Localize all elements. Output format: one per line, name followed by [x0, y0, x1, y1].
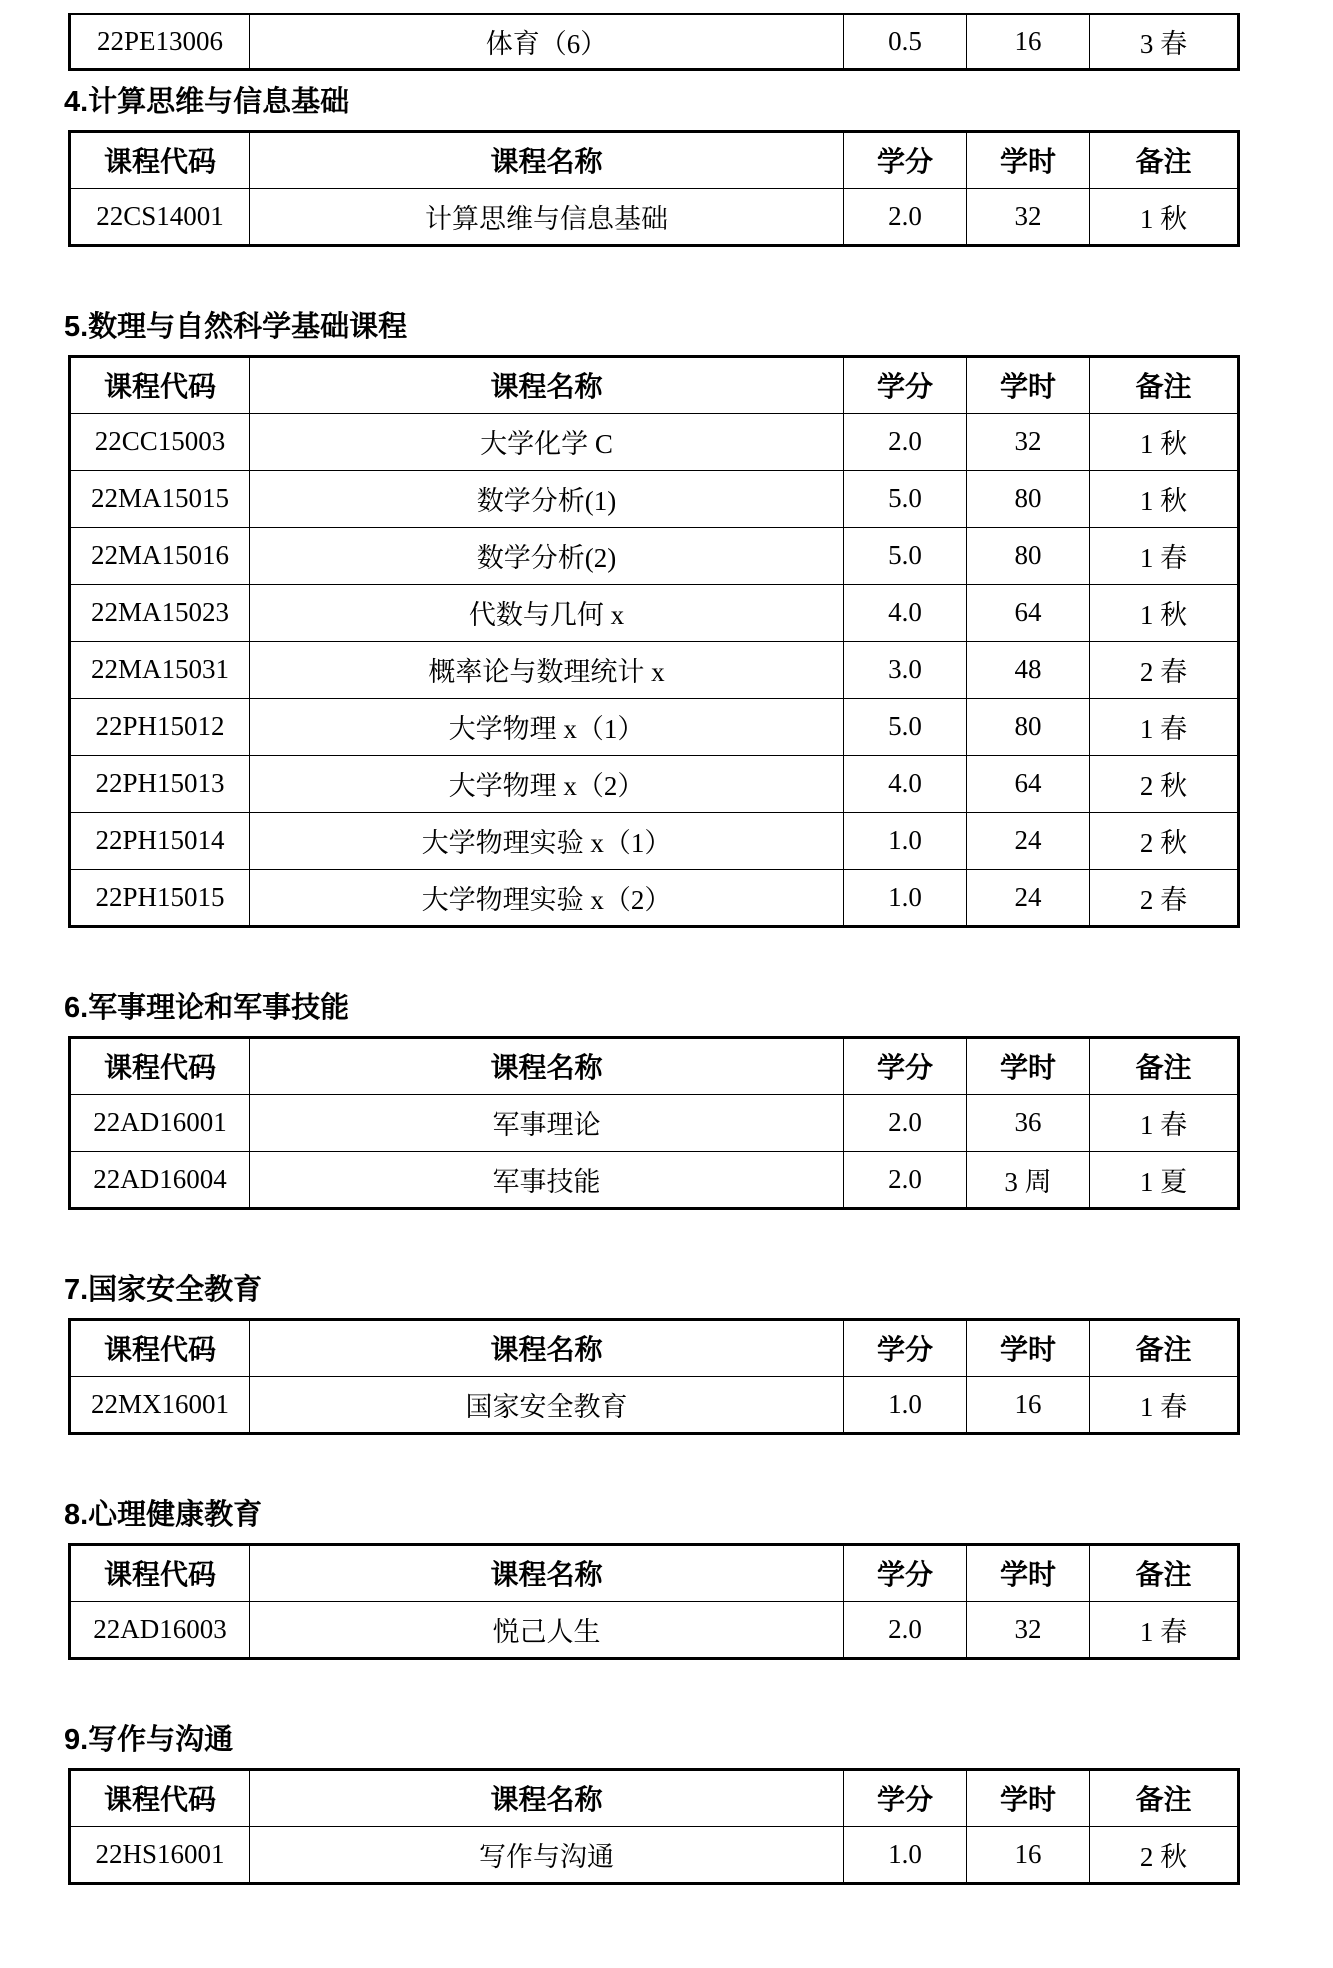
cell-credits: 5.0 [844, 698, 967, 755]
cell-remark: 2 秋 [1090, 755, 1239, 812]
course-sections [64, 85, 1237, 1885]
table-row [70, 1601, 1239, 1658]
course-table [68, 355, 1240, 928]
section-title: 4.计算思维与信息基础 [64, 85, 350, 118]
cell-name: 体育（6） [250, 14, 844, 69]
cell-remark: 1 秋 [1090, 188, 1239, 245]
cell-code: 22MA15015 [70, 470, 250, 527]
cell-remark: 1 春 [1090, 698, 1239, 755]
cell-name: 数学分析(1) [250, 470, 844, 527]
col-header-credits: 学分 [844, 1037, 967, 1094]
cell-credits: 5.0 [844, 527, 967, 584]
table-row [70, 698, 1239, 755]
cell-code: 22AD16003 [70, 1601, 250, 1658]
cell-code: 22CS14001 [70, 188, 250, 245]
table-header-row [70, 1319, 1239, 1376]
table-header-row [70, 1769, 1239, 1826]
cell-name: 数学分析(2) [250, 527, 844, 584]
cell-name: 军事技能 [250, 1151, 844, 1208]
cell-credits: 5.0 [844, 470, 967, 527]
col-header-name: 课程名称 [250, 1319, 844, 1376]
col-header-code: 课程代码 [70, 1037, 250, 1094]
cell-name: 计算思维与信息基础 [250, 188, 844, 245]
cell-remark: 2 春 [1090, 641, 1239, 698]
cell-remark: 1 春 [1090, 527, 1239, 584]
cell-remark: 1 夏 [1090, 1151, 1239, 1208]
course-section [64, 1498, 1237, 1660]
course-table [68, 1543, 1240, 1660]
col-header-hours: 学时 [967, 1544, 1090, 1601]
section-title: 7.国家安全教育 [64, 1273, 263, 1306]
table-row [70, 14, 1239, 69]
col-header-name: 课程名称 [250, 131, 844, 188]
cell-hours: 32 [967, 188, 1090, 245]
col-header-code: 课程代码 [70, 1544, 250, 1601]
cell-remark: 1 秋 [1090, 413, 1239, 470]
cell-hours: 16 [967, 1826, 1090, 1883]
cell-remark: 2 春 [1090, 869, 1239, 926]
cell-code: 22MA15023 [70, 584, 250, 641]
cell-code: 22AD16004 [70, 1151, 250, 1208]
cell-credits: 1.0 [844, 812, 967, 869]
cell-name: 大学化学 C [250, 413, 844, 470]
table-row [70, 1826, 1239, 1883]
col-header-name: 课程名称 [250, 1769, 844, 1826]
cell-hours: 32 [967, 1601, 1090, 1658]
section-title: 9.写作与沟通 [64, 1723, 234, 1756]
cell-credits: 1.0 [844, 1826, 967, 1883]
col-header-remark: 备注 [1090, 356, 1239, 413]
table-header-row [70, 356, 1239, 413]
table-row [70, 755, 1239, 812]
cell-name: 大学物理 x（1） [250, 698, 844, 755]
cell-hours: 80 [967, 470, 1090, 527]
table-row [70, 641, 1239, 698]
cell-code: 22PH15012 [70, 698, 250, 755]
course-section [64, 1723, 1237, 1885]
section-title: 8.心理健康教育 [64, 1498, 263, 1531]
table-row [70, 1376, 1239, 1433]
cell-credits: 4.0 [844, 584, 967, 641]
cell-name: 大学物理实验 x（2） [250, 869, 844, 926]
cell-name: 国家安全教育 [250, 1376, 844, 1433]
cell-name: 军事理论 [250, 1094, 844, 1151]
cell-name: 大学物理 x（2） [250, 755, 844, 812]
cell-code: 22HS16001 [70, 1826, 250, 1883]
cell-code: 22AD16001 [70, 1094, 250, 1151]
table-row [70, 812, 1239, 869]
continuation-table-wrap [68, 0, 1237, 71]
col-header-remark: 备注 [1090, 1544, 1239, 1601]
col-header-code: 课程代码 [70, 1769, 250, 1826]
cell-hours: 16 [967, 14, 1090, 69]
col-header-name: 课程名称 [250, 1544, 844, 1601]
cell-credits: 0.5 [844, 14, 967, 69]
cell-code: 22PH15013 [70, 755, 250, 812]
table-row [70, 1151, 1239, 1208]
cell-hours: 80 [967, 698, 1090, 755]
cell-hours: 36 [967, 1094, 1090, 1151]
col-header-hours: 学时 [967, 1769, 1090, 1826]
cell-remark: 2 秋 [1090, 1826, 1239, 1883]
table-header-row [70, 131, 1239, 188]
cell-name: 大学物理实验 x（1） [250, 812, 844, 869]
cell-credits: 2.0 [844, 1151, 967, 1208]
cell-credits: 1.0 [844, 1376, 967, 1433]
col-header-hours: 学时 [967, 1037, 1090, 1094]
cell-remark: 1 春 [1090, 1376, 1239, 1433]
course-table [68, 1318, 1240, 1435]
cell-remark: 1 春 [1090, 1601, 1239, 1658]
col-header-credits: 学分 [844, 356, 967, 413]
table-row [70, 584, 1239, 641]
cell-hours: 48 [967, 641, 1090, 698]
table-header-row [70, 1037, 1239, 1094]
cell-code: 22MA15016 [70, 527, 250, 584]
course-table [68, 130, 1240, 247]
cell-credits: 2.0 [844, 1601, 967, 1658]
table-row [70, 413, 1239, 470]
course-table-continuation [68, 13, 1240, 71]
table-row [70, 869, 1239, 926]
table-header-row [70, 1544, 1239, 1601]
course-section [64, 310, 1237, 928]
cell-code: 22PH15014 [70, 812, 250, 869]
col-header-remark: 备注 [1090, 131, 1239, 188]
col-header-hours: 学时 [967, 131, 1090, 188]
col-header-name: 课程名称 [250, 1037, 844, 1094]
table-row [70, 188, 1239, 245]
cell-credits: 2.0 [844, 188, 967, 245]
col-header-credits: 学分 [844, 1544, 967, 1601]
col-header-remark: 备注 [1090, 1769, 1239, 1826]
course-table [68, 1036, 1240, 1210]
cell-code: 22MX16001 [70, 1376, 250, 1433]
cell-remark: 1 秋 [1090, 584, 1239, 641]
cell-remark: 1 春 [1090, 1094, 1239, 1151]
table-row [70, 527, 1239, 584]
table-row [70, 470, 1239, 527]
table-row [70, 1094, 1239, 1151]
cell-name: 概率论与数理统计 x [250, 641, 844, 698]
cell-code: 22PH15015 [70, 869, 250, 926]
col-header-remark: 备注 [1090, 1037, 1239, 1094]
cell-name: 写作与沟通 [250, 1826, 844, 1883]
cell-remark: 2 秋 [1090, 812, 1239, 869]
cell-credits: 4.0 [844, 755, 967, 812]
cell-code: 22MA15031 [70, 641, 250, 698]
cell-hours: 24 [967, 812, 1090, 869]
section-title: 5.数理与自然科学基础课程 [64, 310, 408, 343]
cell-credits: 3.0 [844, 641, 967, 698]
cell-credits: 1.0 [844, 869, 967, 926]
col-header-credits: 学分 [844, 1319, 967, 1376]
col-header-code: 课程代码 [70, 131, 250, 188]
col-header-hours: 学时 [967, 1319, 1090, 1376]
cell-hours: 24 [967, 869, 1090, 926]
col-header-credits: 学分 [844, 131, 967, 188]
col-header-hours: 学时 [967, 356, 1090, 413]
course-section [64, 1273, 1237, 1435]
cell-remark: 1 秋 [1090, 470, 1239, 527]
cell-hours: 64 [967, 755, 1090, 812]
col-header-credits: 学分 [844, 1769, 967, 1826]
cell-hours: 80 [967, 527, 1090, 584]
section-title: 6.军事理论和军事技能 [64, 991, 350, 1024]
col-header-name: 课程名称 [250, 356, 844, 413]
cell-name: 代数与几何 x [250, 584, 844, 641]
col-header-code: 课程代码 [70, 356, 250, 413]
page-content [64, 0, 1237, 1885]
cell-name: 悦己人生 [250, 1601, 844, 1658]
cell-hours: 32 [967, 413, 1090, 470]
col-header-code: 课程代码 [70, 1319, 250, 1376]
course-table [68, 1768, 1240, 1885]
cell-code: 22PE13006 [70, 14, 250, 69]
cell-credits: 2.0 [844, 413, 967, 470]
course-section [64, 991, 1237, 1210]
cell-remark: 3 春 [1090, 14, 1239, 69]
cell-hours: 64 [967, 584, 1090, 641]
course-section [64, 85, 1237, 247]
cell-code: 22CC15003 [70, 413, 250, 470]
cell-hours: 3 周 [967, 1151, 1090, 1208]
cell-credits: 2.0 [844, 1094, 967, 1151]
cell-hours: 16 [967, 1376, 1090, 1433]
col-header-remark: 备注 [1090, 1319, 1239, 1376]
